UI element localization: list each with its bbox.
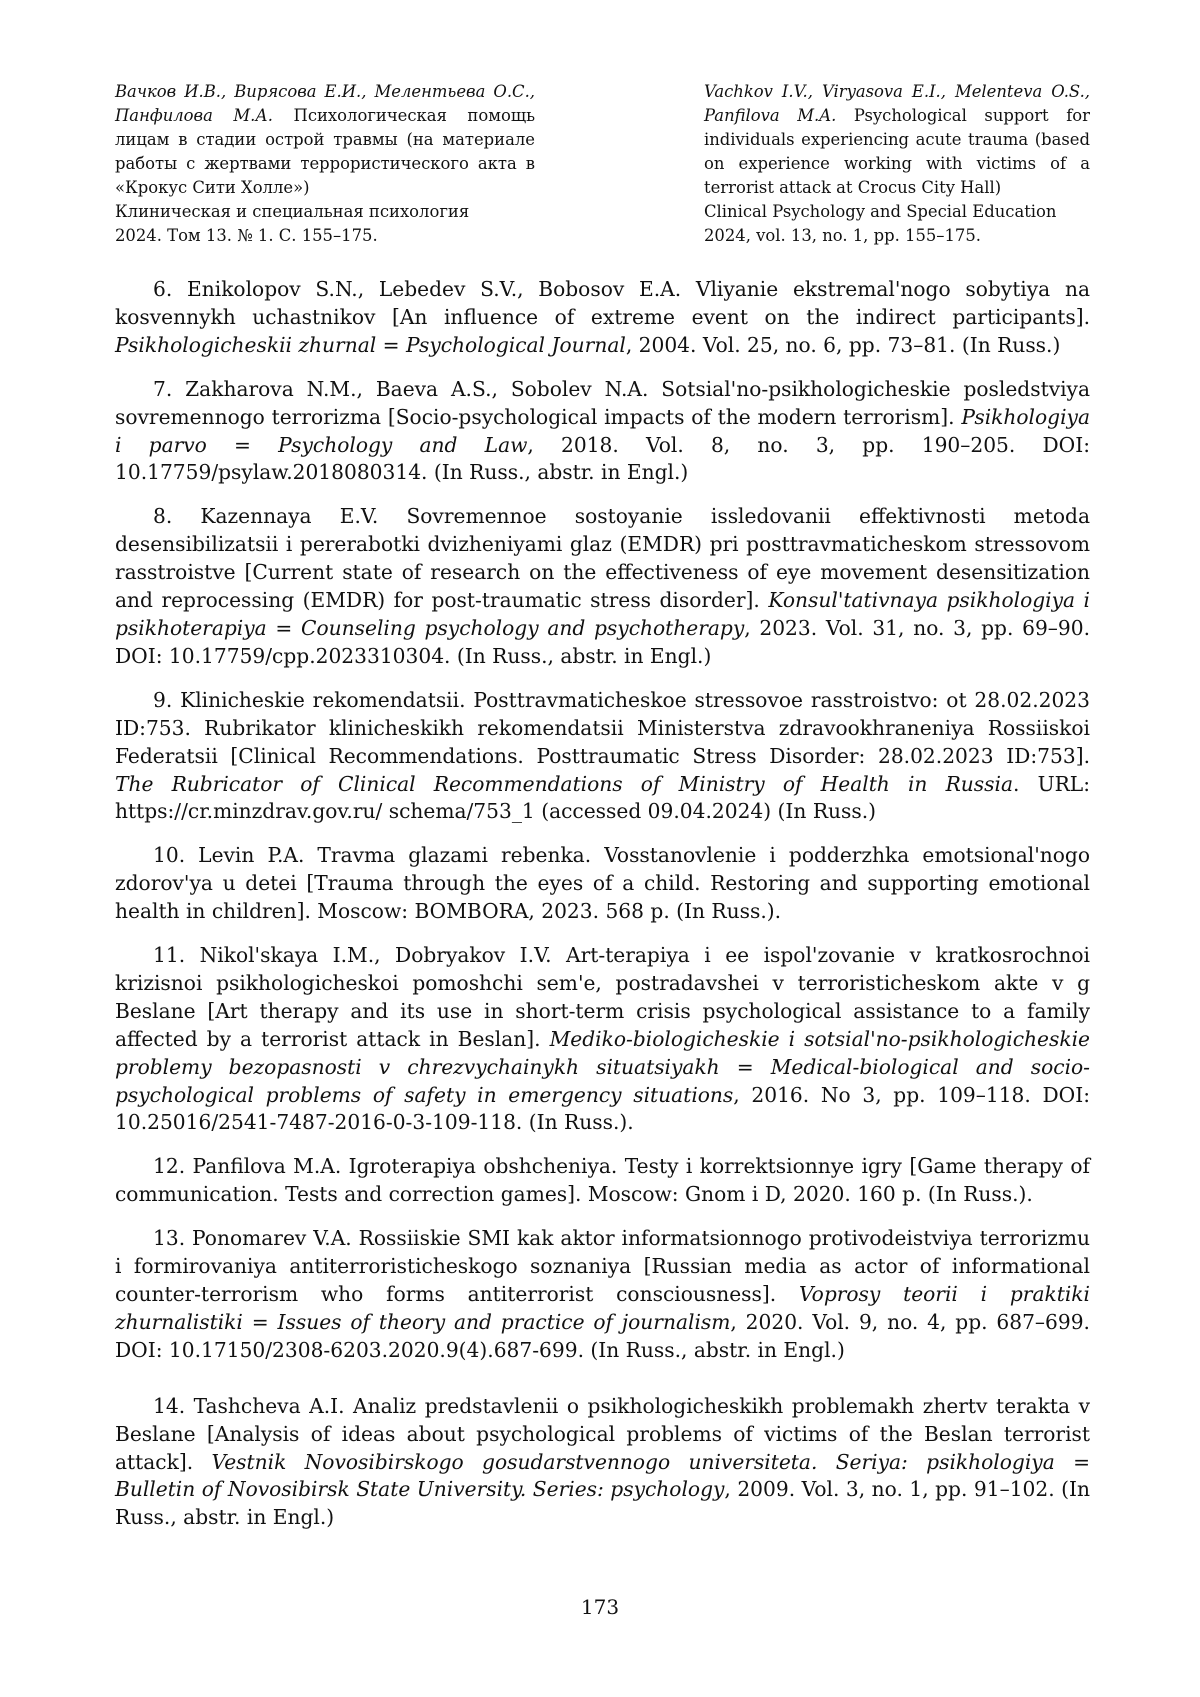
- reference-source: Psikhologiya i parvo = Psychology and Law: [115, 404, 1090, 457]
- reference-source: Vestnik Novosibirskogo gosudarstvennogo universiteta. Seriya: psikhologiya = Bulletin of Novosibirsk State University. Series: psychology: [115, 1449, 1090, 1502]
- reference-list: [115, 276, 1090, 1548]
- reference-source: The Rubricator of Clinical Recommendations of Ministry of Health in Russia: [115, 771, 1013, 796]
- header-title-en: Psychological support for individuals experiencing acute trauma (based on experience working with victims of a terrorist attack at Crocus City Hall): [704, 106, 1090, 197]
- reference-item: [115, 1393, 1090, 1533]
- reference-details: , 2020. Vol. 9, no. 4, pp. 687–699. DOI: 10.17150/2308-6203.2020.9(4).687-699. (In Russ., abstr. in Engl.): [115, 1309, 1090, 1362]
- reference-source: Voprosy teorii i praktiki zhurnalistiki = Issues of theory and practice of journalism: [115, 1282, 1090, 1334]
- reference-text: 14. Tashcheva A.I. Analiz predstavlenii o psikhologicheskikh problemakh zhertv terakta v Beslane [Analysis of ideas about psychological problems of victims of the Beslan terrorist attack].: [115, 1393, 1090, 1474]
- header-journal-ru: Клиническая и специальная психология: [115, 202, 470, 221]
- reference-details: , 2016. No 3, pp. 109–118. DOI: 10.25016/2541-7487-2016-0-3-109-118. (In Russ.).: [115, 1082, 1090, 1135]
- reference-details: , 2023. Vol. 31, no. 3, pp. 69–90. DOI: 10.17759/cpp.2023310304. (In Russ., abstr. in Engl.): [115, 615, 1090, 668]
- reference-details: , 2009. Vol. 3, no. 1, pp. 91–102. (In Russ., abstr. in Engl.): [115, 1477, 1090, 1530]
- header-journal-en: Clinical Psychology and Special Education: [704, 202, 1057, 221]
- reference-item: [115, 842, 1090, 926]
- reference-item: [115, 1153, 1090, 1209]
- reference-details: . URL: https://cr.minzdrav.gov.ru/ schema/753_1 (accessed 09.04.2024) (In Russ.): [115, 771, 1090, 824]
- reference-text: 9. Klinicheskie rekomendatsii. Posttravmaticheskoe stressovoe rasstroistvo: ot 28.02.2023 ID:753. Rubrikator klinicheskikh rekomendatsii Ministerstva zdravookhraneniya Rossiiskoi Federatsii [Clinical Recommendations. Posttraumatic Stress Disorder: 28.02.2023 ID:753].: [115, 687, 1090, 768]
- header-authors-en: Vachkov I.V., Viryasova E.I., Melenteva O.S., Panfilova M.A.: [704, 82, 1090, 125]
- reference-source: Konsul'tativnaya psikhologiya i psikhoterapiya = Counseling psychology and psychotherapy: [115, 588, 1091, 640]
- reference-details: , 2018. Vol. 8, no. 3, pp. 190–205. DOI: 10.17759/psylaw.2018080314. (In Russ., abstr. in Engl.): [115, 432, 1091, 485]
- reference-source: Psikhologicheskii zhurnal = Psychological Journal: [115, 332, 626, 357]
- reference-text: 11. Nikol'skaya I.M., Dobryakov I.V. Art-terapiya i ee ispol'zovanie v kratkosrochnoi krizisnoi psikhologicheskoi pomoshchi sem'e, postradavshei v terroristicheskom akte v g Beslane [Art therapy and its use in short-term crisis psychological assistance to a family affected by a terrorist attack in Beslan].: [115, 943, 1090, 1051]
- reference-item: [115, 503, 1090, 670]
- header-issue-en: 2024, vol. 13, no. 1, pp. 155–175.: [704, 226, 981, 245]
- header-authors-ru: Вачков И.В., Вирясова Е.И., Мелентьева О.С., Панфилова М.А.: [115, 82, 535, 125]
- reference-source: Mediko-biologicheskie i sotsial'no-psikhologicheskie problemy bezopasnosti v chrezvychainykh situatsiyakh = Medical-biological and socio-psychological problems of safety in emergency situations: [115, 1026, 1090, 1107]
- header-citation-en: [704, 80, 1090, 248]
- reference-item: [115, 376, 1090, 488]
- header-citation-ru: [115, 80, 535, 248]
- reference-item: [115, 276, 1090, 360]
- reference-text: 12. Panfilova M.A. Igroterapiya obshcheniya. Testy i korrektsionnye igry [Game therapy of communication. Tests and correction games]. Moscow: Gnom i D, 2020. 160 p. (In Russ.).: [115, 1154, 1090, 1207]
- reference-details: , 2004. Vol. 25, no. 6, pp. 73–81. (In Russ.): [625, 332, 1061, 357]
- header-title-ru: Психологическая помощь лицам в стадии острой травмы (на материале работы с жертвами террористического акта в «Крокус Сити Холле»): [115, 106, 535, 197]
- reference-item: [115, 942, 1090, 1137]
- reference-item: [115, 1225, 1090, 1365]
- running-header: [115, 80, 1090, 258]
- reference-item: [115, 687, 1090, 827]
- reference-text: 8. Kazennaya E.V. Sovremennoe sostoyanie issledovanii effektivnosti metoda desensibilizatsii i pererabotki dvizheniyami glaz (EMDR) pri posttravmaticheskom stressovom rasstroistve [Current state of research on the effectiveness of eye movement desensitization and reprocessing (EMDR) for post-traumatic stress disorder].: [115, 504, 1090, 613]
- page-number: 173: [580, 1595, 620, 1619]
- header-issue-ru: 2024. Том 13. № 1. С. 155–175.: [115, 226, 378, 245]
- reference-text: 10. Levin P.A. Travma glazami rebenka. Vosstanovlenie i podderzhka emotsional'nogo zdorov'ya u detei [Trauma through the eyes of a child. Restoring and supporting emotional health in children]. Moscow: BOMBORA, 2023. 568 p. (In Russ.).: [115, 843, 1090, 924]
- reference-text: 7. Zakharova N.M., Baeva A.S., Sobolev N.A. Sotsial'no-psikhologicheskie posledstviya sovremennogo terrorizma [Socio-psychological impacts of the modern terrorism].: [115, 376, 1090, 429]
- reference-text: 13. Ponomarev V.A. Rossiiskie SMI kak aktor informatsionnogo protivodeistviya terrorizmu i formirovaniya antiterroristicheskogo soznaniya [Russian media as actor of informational counter-terrorism who forms antiterrorist consciousness].: [115, 1226, 1090, 1306]
- reference-text: 6. Enikolopov S.N., Lebedev S.V., Bobosov E.A. Vliyanie ekstremal'nogo sobytiya na kosvennykh uchastnikov [An influence of extreme event on the indirect participants].: [115, 277, 1090, 329]
